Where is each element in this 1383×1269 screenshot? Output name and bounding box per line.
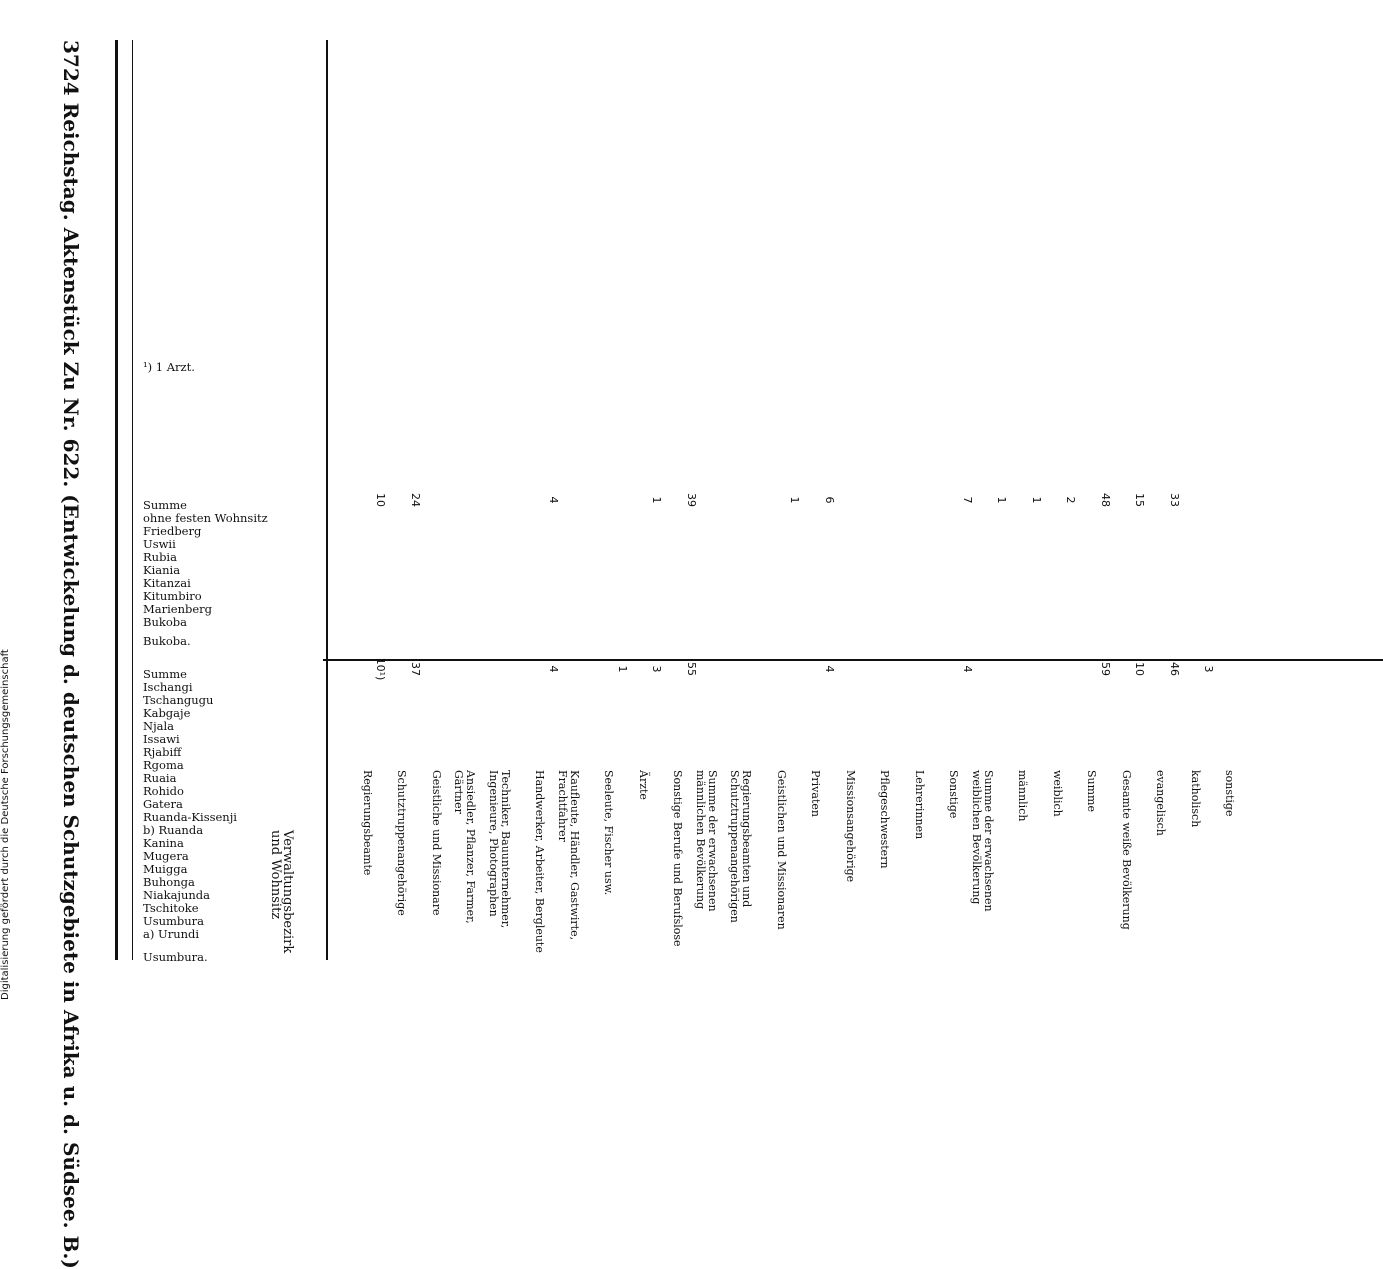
row-label: Ischangi — [143, 680, 193, 694]
sum-value: 1 — [995, 496, 1009, 504]
column-header: Missionsangehörige — [844, 770, 857, 883]
sum-value: 4 — [547, 496, 560, 504]
row-label: Rgoma — [143, 758, 184, 772]
dfg-footer: Digitalisierung gefördert durch die Deutsche Forschungsgemeinschaft — [0, 649, 11, 1000]
column-header: katholisch — [1189, 770, 1202, 828]
sum-value: 1 — [788, 496, 802, 504]
column-header: Seeleute, Fischer usw. — [602, 770, 616, 896]
sum-value: 1 — [616, 665, 629, 673]
row-label: Bukoba — [143, 615, 187, 629]
row-label: Ruanda-Kissenji — [143, 810, 237, 824]
column-header: Sonstige Berufe und Berufslose — [671, 770, 685, 947]
column-header: sonstige — [1223, 770, 1237, 817]
summe-label: Summe — [143, 667, 187, 681]
column-header: Ansiedler, Pflanzer, Farmer, Gärtner — [452, 770, 478, 924]
sum-value: 39 — [685, 493, 698, 507]
sum-value: 10 — [374, 493, 388, 507]
sum-value: 15 — [1133, 493, 1147, 507]
row-label: a) Urundi — [143, 927, 200, 941]
row-label: b) Ruanda — [143, 823, 204, 837]
sum-value: 1 — [1030, 496, 1043, 504]
column-header: Sonstige — [947, 770, 961, 819]
row-label: Kabgaje — [143, 706, 191, 720]
header-rule — [115, 40, 118, 960]
sum-value: 4 — [961, 665, 974, 673]
column-header: Handwerker, Arbeiter, Bergleute — [533, 770, 547, 953]
row-label: Marienberg — [143, 602, 213, 616]
row-label: ohne festen Wohnsitz — [143, 511, 268, 525]
row-label: Gatera — [143, 797, 183, 811]
column-header: Regierungsbeamten und Schutztruppenangehörigen — [728, 770, 754, 923]
column-header: männlich — [1016, 770, 1030, 822]
row-label: Rjabiff — [143, 745, 182, 759]
column-header: Lehrerinnen — [913, 770, 926, 840]
sum-value: 33 — [1168, 493, 1181, 507]
row-label: Ruaia — [143, 771, 177, 785]
section-heading: Usumbura. — [143, 950, 208, 964]
row-label: Njala — [143, 719, 175, 733]
sum-value: 4 — [823, 665, 836, 673]
column-header: Privaten — [809, 770, 823, 817]
column-header: Gesamte weiße Bevölkerung — [1120, 770, 1133, 930]
column-header: Summe der erwachsenen weiblichen Bevölkerung — [970, 770, 995, 912]
row-label: Uswii — [143, 537, 176, 551]
row-label: Muigga — [143, 862, 188, 876]
sum-value: 7 — [961, 496, 974, 504]
row-label: Kanina — [143, 836, 184, 850]
footnote: ¹) 1 Arzt. — [143, 360, 195, 374]
column-header: Geistliche und Missionare — [430, 770, 443, 916]
column-header: Summe — [1085, 770, 1099, 812]
sum-value: 3 — [650, 665, 664, 673]
summe-label: Summe — [143, 498, 187, 512]
row-label: Kitanzai — [143, 576, 191, 590]
sum-value: 3 — [1202, 665, 1216, 673]
column-header: Kaufleute, Händler, Gastwirte, Frachtfahrer — [556, 770, 581, 941]
column-header: evangelisch — [1154, 770, 1168, 836]
sum-value: 48 — [1099, 493, 1112, 507]
sum-value: 24 — [409, 493, 422, 507]
sum-value: 2 — [1064, 496, 1078, 504]
row-label: Friedberg — [143, 524, 202, 538]
row-label: Mugera — [143, 849, 189, 863]
column-header: Summe der erwachsenen männlichen Bevölkerung — [694, 770, 719, 912]
column-header: Schutztruppenangehörige — [395, 770, 409, 916]
sum-value: 6 — [823, 496, 836, 504]
row-label: Rohido — [143, 784, 184, 798]
sum-value: 1 — [650, 496, 664, 504]
sum-value: 4 — [547, 665, 560, 673]
row-label: Tschitoke — [143, 901, 199, 915]
label-col-rule — [326, 40, 328, 960]
column-header: Techniker, Bauunternehmer, Ingenieure, Photographen — [487, 770, 512, 929]
column-header: Geistlichen und Missionaren — [775, 770, 788, 930]
row-label: Tschangugu — [143, 693, 214, 707]
column-header: Pflegeschwestern — [878, 770, 892, 869]
sum-value: 59 — [1099, 662, 1112, 676]
sum-value: 10 — [1133, 662, 1147, 676]
section-heading: Bukoba. — [143, 634, 191, 648]
first-column-header: Verwaltungsbezirk und Wohnsitz — [268, 830, 295, 954]
row-label: Buhonga — [143, 875, 195, 889]
sum-value: 46 — [1168, 662, 1181, 676]
row-label: Kiania — [143, 563, 181, 577]
sum-rule — [323, 659, 1383, 661]
sum-value: 37 — [409, 662, 422, 676]
column-header: Ärzte — [637, 770, 650, 800]
sum-value: 55 — [685, 662, 698, 676]
header-rule-2 — [132, 40, 133, 960]
sum-value: 10¹) — [374, 657, 388, 681]
row-label: Usumbura — [143, 914, 205, 928]
row-label: Kitumbiro — [143, 589, 202, 603]
row-label: Issawi — [143, 732, 180, 746]
row-label: Rubia — [143, 550, 177, 564]
row-label: Niakajunda — [143, 888, 211, 902]
column-header: weiblich — [1051, 770, 1064, 817]
column-header: Regierungsbeamte — [361, 770, 374, 876]
page-header: 3724 Reichstag. Aktenstück Zu Nr. 622. (Entwickelung d. deutschen Schutzgebiete in Afrika u. d. Südsee. B.) — [59, 40, 83, 1269]
